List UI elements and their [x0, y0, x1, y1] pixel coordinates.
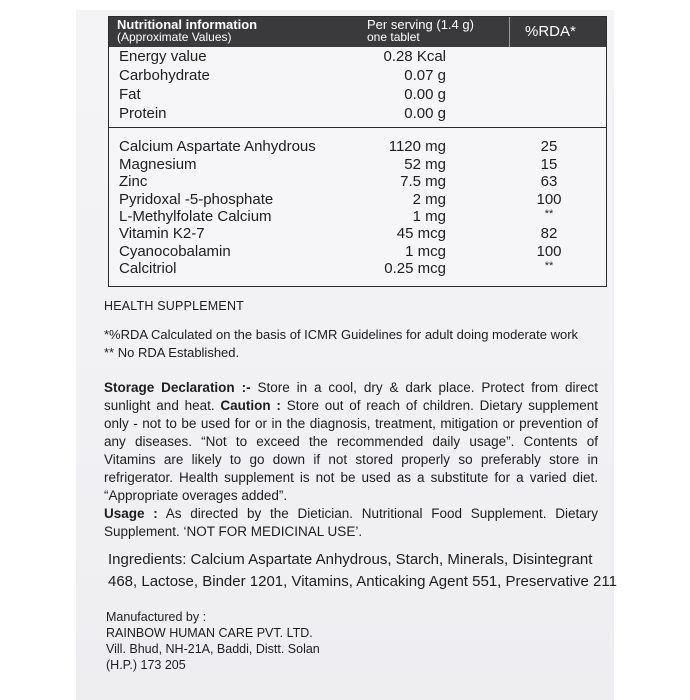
nutrient-rda: 100: [536, 191, 562, 208]
nutrition-mineral-group: [109, 128, 606, 286]
caution-text: Store out of reach of children. Dietary supplement only - not to be used for or in the diagnosis, treatment, mitigation or prevention of any diseases. “Not to exceed the recommended daily usage”. Contents of Vitamins are likely to go down if not stored properly so preferably store in refrigerator. Health supplement is not be used as a substitute for a varied diet. “Appropriate overages added”.: [104, 398, 598, 503]
nutrition-table: [108, 16, 607, 287]
nutrient-value: 2 mg: [412, 191, 446, 208]
header-nutritional-information: Nutritional information: [117, 17, 258, 32]
caution-label: Caution :: [220, 398, 281, 413]
table-row: [109, 67, 606, 85]
nutrient-name: Zinc: [119, 173, 148, 190]
header-rda: %RDA*: [525, 23, 576, 40]
nutrient-name: Calcium Aspartate Anhydrous: [119, 138, 316, 155]
header-approximate-values: (Approximate Values): [117, 30, 232, 44]
manufacturer-label: Manufactured by :: [106, 610, 207, 624]
label-card: [76, 10, 617, 700]
nutrient-value: 45 mcg: [396, 225, 446, 242]
nutrient-name: Carbohydrate: [119, 67, 210, 84]
nutrient-value: 1 mcg: [405, 243, 446, 260]
table-row: [109, 225, 606, 243]
manufacturer-address-1: Vill. Bhud, NH-21A, Baddi, Distt. Solan: [106, 642, 320, 656]
table-row: [109, 208, 606, 226]
nutrient-value: 1120 mg: [388, 138, 446, 155]
nutrient-name: Fat: [119, 86, 141, 103]
rda-footnote: *%RDA Calculated on the basis of ICMR Guidelines for adult doing moderate work: [104, 327, 579, 342]
nutrient-value: 7.5 mg: [400, 173, 446, 190]
nutrient-rda: 82: [540, 225, 558, 242]
usage-label: Usage :: [104, 506, 158, 521]
storage-text: Store in a cool, dry & dark place. Protect from direct sunlight and heat.: [104, 380, 598, 413]
storage-label: Storage Declaration :-: [104, 380, 251, 395]
nutrient-rda: 100: [536, 243, 562, 260]
no-rda-footnote: ** No RDA Established.: [104, 345, 240, 360]
nutrition-basic-group: [109, 47, 606, 128]
table-row: [109, 173, 606, 191]
table-row: [109, 48, 606, 66]
table-row: [109, 86, 606, 104]
nutrient-name: Vitamin K2-7: [119, 225, 205, 242]
nutrient-name: Magnesium: [119, 156, 197, 173]
header-divider: [509, 17, 510, 47]
nutrient-value: 0.28 Kcal: [383, 48, 446, 65]
storage-declaration: [104, 379, 598, 541]
header-one-tablet: one tablet: [367, 30, 420, 44]
nutrient-rda: 15: [540, 156, 558, 173]
usage-text: As directed by the Dietician. Nutritional Food Supplement. Dietary Supplement. ‘NOT FOR MEDICINAL USE’.: [104, 506, 598, 539]
nutrient-name: Protein: [119, 105, 167, 122]
header-per-serving: Per serving (1.4 g): [367, 17, 474, 32]
nutrient-value: 0.07 g: [404, 67, 446, 84]
table-row: [109, 105, 606, 123]
nutrient-name: Energy value: [119, 48, 207, 65]
nutrient-value: 52 mg: [404, 156, 446, 173]
manufacturer-address-2: (H.P.) 173 205: [106, 658, 186, 672]
nutrition-table-header: [109, 17, 606, 47]
manufacturer-name: RAINBOW HUMAN CARE PVT. LTD.: [106, 626, 313, 640]
nutrient-value: 0.25 mcg: [384, 260, 446, 277]
nutrient-name: Pyridoxal -5-phosphate: [119, 191, 274, 208]
nutrient-rda: **: [544, 260, 554, 272]
nutrient-name: Calcitriol: [119, 260, 177, 277]
nutrient-rda: **: [544, 208, 554, 220]
table-row: [109, 138, 606, 156]
nutrient-value: 0.00 g: [404, 105, 446, 122]
nutrient-value: 1 mg: [412, 208, 446, 225]
nutrient-name: Cyanocobalamin: [119, 243, 231, 260]
table-row: [109, 260, 606, 278]
nutrient-rda: 25: [540, 138, 558, 155]
health-supplement-label: HEALTH SUPPLEMENT: [104, 299, 245, 313]
nutrient-rda: 63: [540, 173, 558, 190]
nutrient-value: 0.00 g: [404, 86, 446, 103]
table-row: [109, 156, 606, 174]
nutrient-name: L-Methylfolate Calcium: [119, 208, 272, 225]
ingredients-text: Ingredients: Calcium Aspartate Anhydrous, Starch, Minerals, Disintegrant 468, Lactose, Binder 1201, Vitamins, Anticaking Agent 551, Preservative 211: [108, 551, 617, 590]
